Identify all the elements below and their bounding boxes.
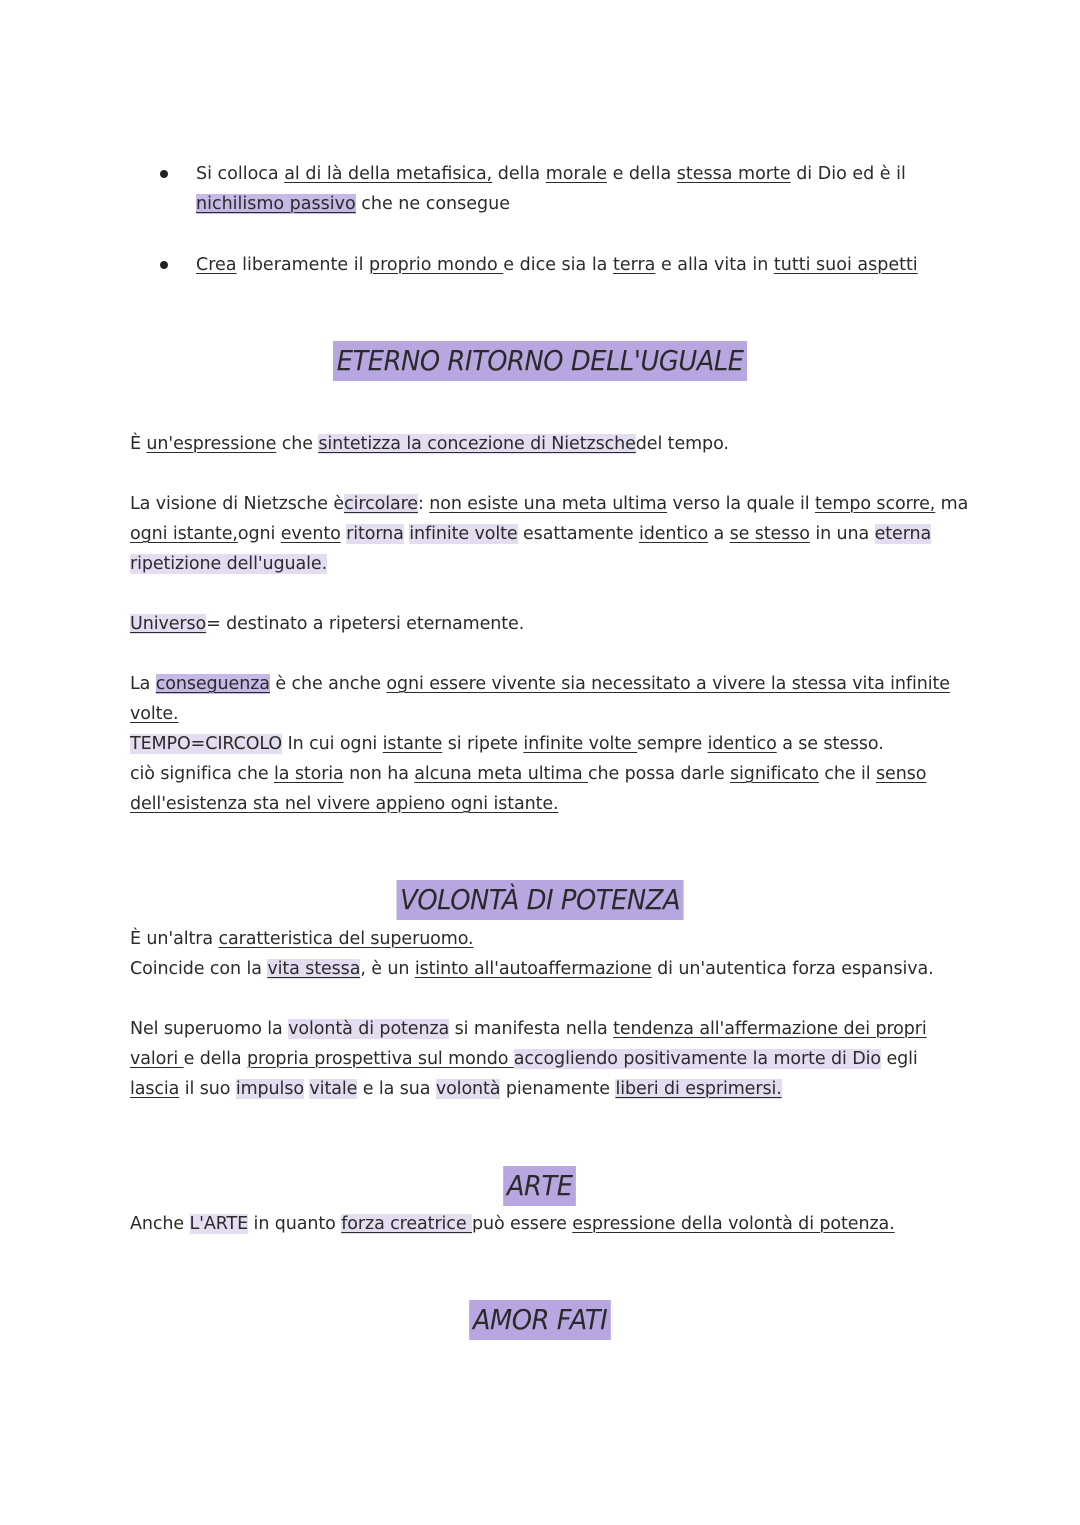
text-line: [130, 429, 950, 459]
text-run: volte.: [130, 704, 179, 724]
text-run: tempo scorre,: [814, 494, 936, 514]
text-run: un'espressione: [146, 434, 277, 454]
section-title: [0, 880, 1080, 920]
text-line: [130, 1074, 950, 1104]
section-title-label: ARTE: [503, 1166, 576, 1206]
text-run: che ne consegue: [355, 194, 510, 214]
text-line: [130, 609, 950, 639]
text-run: esattamente: [517, 524, 639, 544]
text-run: Nel superuomo la: [130, 1019, 289, 1039]
text-run: circolare: [344, 494, 418, 514]
text-run: si manifesta nella: [449, 1019, 614, 1039]
text-run: verso la quale il: [667, 494, 815, 514]
text-run: identico: [638, 524, 709, 544]
section-title-label: ETERNO RITORNO DELL'UGUALE: [333, 341, 747, 381]
text-line: [196, 189, 916, 219]
text-run: conseguenza: [155, 674, 270, 694]
text-run: ogni: [237, 524, 281, 544]
text-line: [130, 729, 950, 759]
text-run: La visione di Nietzsche è: [130, 494, 345, 514]
text-line: [130, 1014, 950, 1044]
text-run: È: [130, 434, 147, 454]
text-run: ogni istante,: [130, 524, 238, 544]
text-line: [130, 549, 950, 579]
text-run: sempre: [637, 734, 708, 754]
paragraph: [130, 1209, 950, 1239]
text-run: la storia: [273, 764, 344, 784]
text-run: egli: [880, 1049, 918, 1069]
text-run: e la sua: [357, 1079, 436, 1099]
text-run: della: [492, 164, 546, 184]
text-run: ma: [935, 494, 969, 514]
paragraph: [130, 609, 950, 639]
text-run: che il: [818, 764, 877, 784]
text-run: TEMPO=CIRCOLO: [130, 734, 283, 754]
section-title-label: AMOR FATI: [469, 1300, 611, 1340]
text-run: e alla vita in: [655, 255, 774, 275]
text-run: tutti suoi aspetti: [773, 255, 918, 275]
text-run: identico: [707, 734, 777, 754]
text-run: forza creatrice: [341, 1214, 472, 1234]
text-run: La: [130, 674, 156, 694]
text-run: Coincide con la: [130, 959, 268, 979]
text-run: a: [708, 524, 730, 544]
bullet-dot-icon: [160, 170, 168, 178]
text-run: eterna: [874, 524, 932, 544]
text-run: in una: [809, 524, 875, 544]
section-title: [0, 341, 1080, 381]
text-run: infinite volte: [523, 734, 638, 754]
text-run: impulso: [235, 1079, 304, 1099]
text-run: al di là della metafisica,: [284, 164, 493, 184]
section-title: [0, 1300, 1080, 1340]
text-run: non ha: [343, 764, 415, 784]
text-line: [130, 519, 950, 549]
text-run: caratteristica del superuomo.: [218, 929, 474, 949]
text-run: infinite volte: [409, 524, 518, 544]
text-run: propria prospettiva sul mondo: [247, 1049, 514, 1069]
text-run: che: [276, 434, 319, 454]
text-run: L'ARTE: [189, 1214, 249, 1234]
paragraph: [130, 924, 950, 984]
text-run: di Dio ed è il: [790, 164, 906, 184]
bullet-dot-icon: [160, 261, 168, 269]
text-line: [196, 159, 916, 189]
text-run: pienamente: [500, 1079, 616, 1099]
text-run: si ripete: [442, 734, 524, 754]
text-run: Si colloca: [196, 164, 285, 184]
text-run: il suo: [179, 1079, 236, 1099]
text-run: :: [417, 494, 430, 514]
text-run: stessa morte: [676, 164, 791, 184]
text-run: nichilismo passivo: [196, 194, 356, 214]
text-run: ritorna: [346, 524, 404, 544]
text-run: Crea: [196, 255, 237, 275]
text-line: [130, 699, 950, 729]
text-run: lascia: [130, 1079, 180, 1099]
section-title-label: VOLONTÀ DI POTENZA: [396, 880, 683, 920]
text-run: terra: [612, 255, 656, 275]
text-run: tendenza all'affermazione dei propri: [613, 1019, 927, 1039]
text-run: non esiste una meta ultima: [429, 494, 668, 514]
text-run: evento: [280, 524, 341, 544]
text-run: vitale: [309, 1079, 358, 1099]
text-run: e dice sia la: [503, 255, 613, 275]
text-run: può essere: [471, 1214, 573, 1234]
text-run: È un'altra: [130, 929, 219, 949]
text-run: di un'autentica forza espansiva.: [651, 959, 934, 979]
text-run: volontà di potenza: [288, 1019, 450, 1039]
text-run: proprio mondo: [369, 255, 504, 275]
text-line: [196, 250, 916, 280]
text-run: vita stessa: [267, 959, 361, 979]
paragraph: [130, 489, 969, 579]
text-run: morale: [545, 164, 607, 184]
text-run: Anche: [130, 1214, 190, 1234]
text-run: significato: [730, 764, 819, 784]
text-run: valori: [130, 1049, 184, 1069]
paragraph: [130, 1014, 950, 1104]
text-run: istinto all'autoaffermazione: [414, 959, 652, 979]
text-run: in quanto: [248, 1214, 342, 1234]
text-run: = destinato a ripetersi eternamente.: [206, 614, 525, 634]
text-line: [130, 759, 950, 789]
text-run: volontà: [435, 1079, 501, 1099]
paragraph: [130, 669, 950, 819]
text-run: , è un: [360, 959, 415, 979]
section-title: [0, 1166, 1080, 1206]
text-run: ripetizione dell'uguale.: [130, 554, 328, 574]
paragraph: [130, 429, 950, 459]
text-line: [130, 669, 950, 699]
text-line: [130, 1209, 950, 1239]
text-run: se stesso: [729, 524, 810, 544]
text-run: alcuna meta ultima: [414, 764, 589, 784]
text-run: ogni essere vivente sia necessitato a vivere la stessa vita infinite: [386, 674, 950, 694]
text-line: [130, 789, 950, 819]
text-run: accogliendo positivamente la morte di Dio: [513, 1049, 881, 1069]
text-line: [130, 924, 950, 954]
text-run: liberi di esprimersi.: [615, 1079, 782, 1099]
text-line: [130, 954, 950, 984]
text-run: liberamente il: [236, 255, 369, 275]
text-run: e della: [607, 164, 677, 184]
text-run: istante: [382, 734, 443, 754]
text-run: del tempo.: [635, 434, 729, 454]
text-run: a se stesso.: [776, 734, 884, 754]
text-run: sintetizza la concezione di Nietzsche: [318, 434, 636, 454]
text-run: che possa darle: [588, 764, 731, 784]
text-run: ciò significa che: [130, 764, 274, 784]
text-line: [130, 1044, 950, 1074]
text-run: In cui ogni: [282, 734, 383, 754]
text-run: Universo: [130, 614, 207, 634]
text-line: [130, 489, 969, 519]
text-run: dell'esistenza sta nel vivere appieno ogni istante.: [130, 794, 559, 814]
text-run: e della: [183, 1049, 247, 1069]
text-run: senso: [876, 764, 927, 784]
text-run: è che anche: [269, 674, 387, 694]
text-run: espressione della volontà di potenza.: [572, 1214, 895, 1234]
